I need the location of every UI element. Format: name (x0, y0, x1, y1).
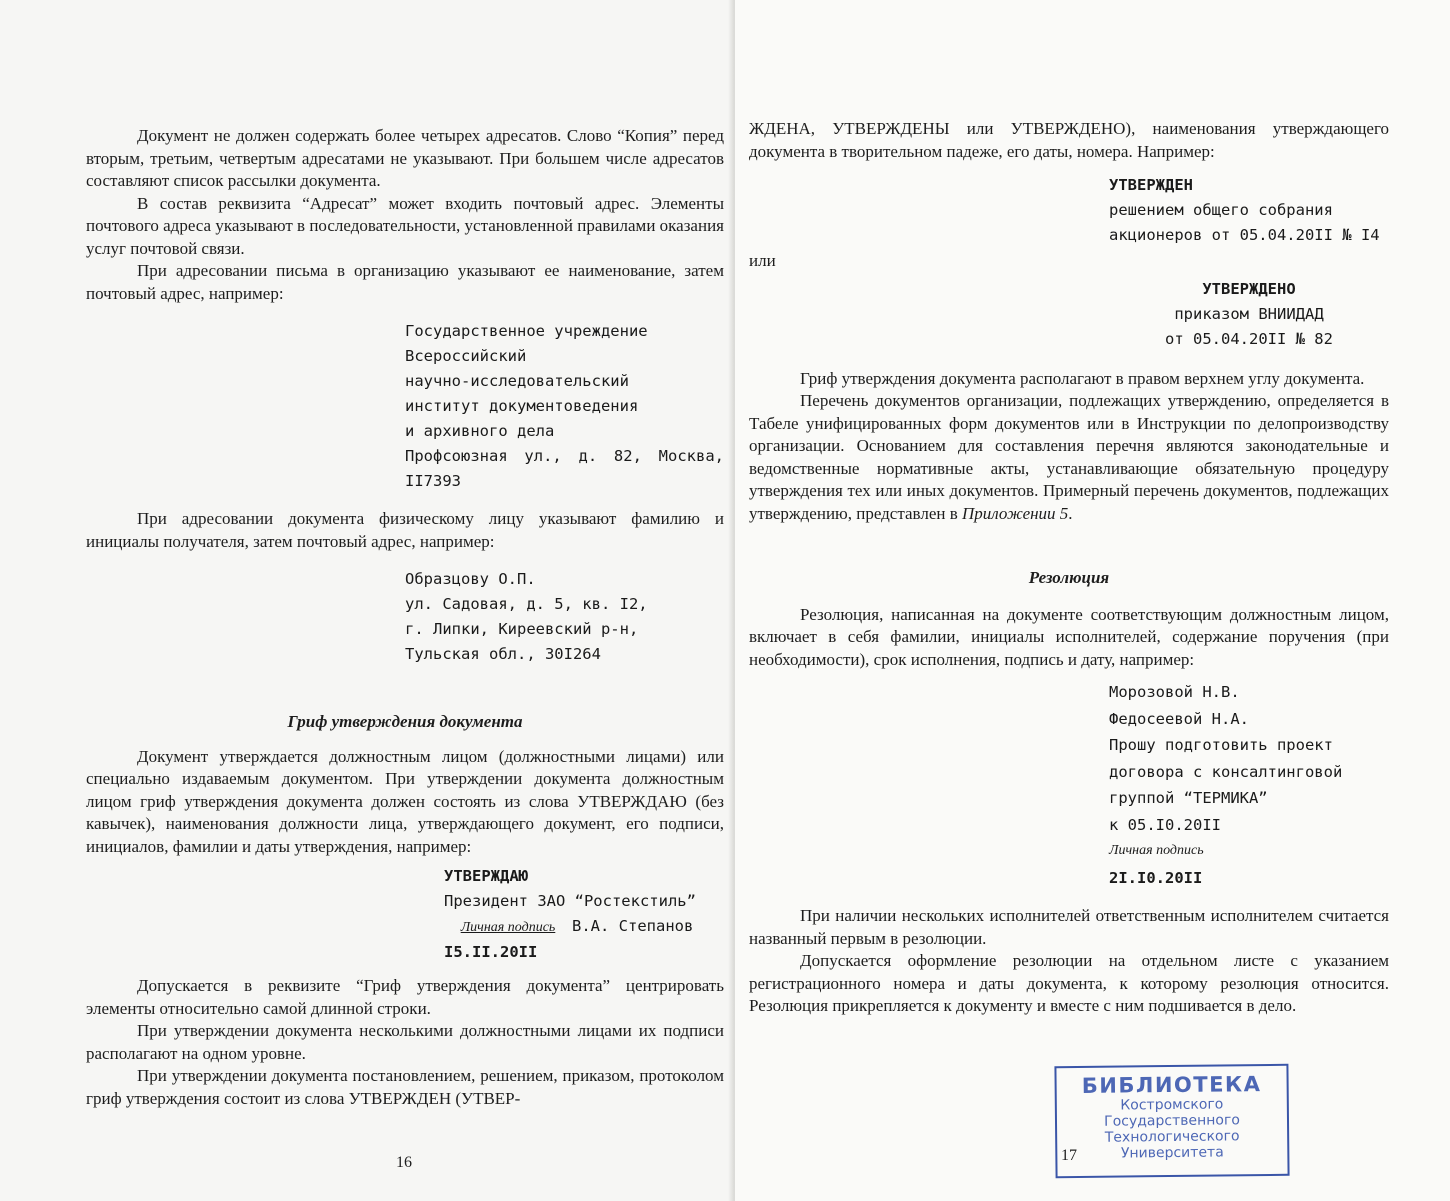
stamp-line: Государственного (1104, 1112, 1240, 1130)
right-column (749, 118, 1389, 1018)
paragraph: ЖДЕНА, УТВЕРЖДЕНЫ или УТВЕРЖДЕНО), наименования утверждающего документа в творительном падеже, его даты, номера. Например: (749, 119, 1389, 161)
address-line: II7393 (405, 472, 461, 490)
person-address-example (405, 567, 724, 667)
paragraph: Резолюция, написанная на документе соответствующим должностным лицом, включает в себя фамилии, инициалы исполнителей, содержание поручения (при необходимости), срок исполнения, подпись и дату, например: (749, 604, 1389, 669)
page-number: 16 (396, 1154, 412, 1171)
address-line: Профсоюзная ул., д. 82, Москва, (405, 447, 724, 465)
library-stamp (1054, 1064, 1289, 1178)
paragraph: При наличии нескольких исполнителей ответственным исполнителем считается названный первым в резолюции. (749, 906, 1389, 948)
signature-placeholder: Личная подпись (1109, 843, 1204, 858)
stamp-line: Костромского (1120, 1096, 1224, 1114)
paragraph: Допускается оформление резолюции на отдельном листе с указанием регистрационного номера и даты документа, к которому резолюция относится. Резолюция прикрепляется к документу и вместе с ним подшивается в дело. (749, 951, 1389, 1015)
resolution-line: договора с консалтинговой (1109, 762, 1343, 781)
paragraph: Гриф утверждения документа располагают в правом верхнем углу документа. (800, 368, 1365, 388)
approval-example-decision (1109, 173, 1389, 248)
grif-title: УТВЕРЖДАЮ (444, 867, 528, 885)
address-line: институт документоведения (405, 397, 639, 415)
address-line: ул. Садовая, д. 5, кв. I2, (405, 595, 648, 613)
address-line: Образцову О.П. (405, 570, 536, 588)
resolution-date: 2I.I0.20II (1109, 868, 1203, 887)
paragraph: Документ не должен содержать более четырех адресатов. Слово “Копия” перед вторым, третьим, четвертым адресатами не указывают. При большем числе адресатов составляют список рассылки документа. (86, 126, 724, 190)
resolution-line: Федосеевой Н.А. (1109, 709, 1249, 728)
example-line: приказом ВНИИДАД (1174, 304, 1324, 323)
approval-example-order (1149, 277, 1349, 352)
resolution-line: к 05.I0.20II (1109, 815, 1221, 834)
example-line: УТВЕРЖДЕН (1109, 176, 1193, 194)
paragraph: При утверждении документа несколькими должностными лицами их подписи располагают на одном уровне. (86, 1021, 724, 1063)
resolution-line: Морозовой Н.В. (1109, 683, 1240, 701)
paragraph (749, 390, 1389, 525)
left-column (86, 125, 724, 1110)
paragraph: При адресовании документа физическому лицу указывают фамилию и инициалы получателя, затем почтовый адрес, например: (86, 509, 724, 551)
example-line: УТВЕРЖДЕНО (1202, 279, 1296, 298)
stamp-line: Университета (1120, 1144, 1224, 1162)
resolution-line: группой “ТЕРМИКА” (1109, 789, 1268, 807)
paragraph: В состав реквизита “Адресат” может входить почтовый адрес. Элементы почтового адреса указывают в последовательности, установленной правилами оказания услуг почтовой связи. (86, 193, 724, 258)
approval-stamp-example (444, 864, 724, 965)
paragraph-text: Перечень документов организации, подлежащих утверждению, определяется в Табеле унифицированных форм документов или в Инструкции по делопроизводству организации. Основанием для составления перечня являются законодательные и ведомственные нормативные акты, устанавливающие обязательную процедуру утверждения тех или иных документов. Примерный перечень документов, подлежащих утверждению, представлен в (749, 391, 1389, 523)
stamp-title: БИБЛИОТЕКА (1081, 1072, 1262, 1098)
section-heading: Гриф утверждения документа (287, 712, 523, 731)
stamp-line: Технологического (1104, 1128, 1240, 1146)
paragraph: Допускается в реквизите “Гриф утверждения документа” центрировать элементы относительно самой длинной строки. (86, 976, 724, 1018)
address-line: и архивного дела (405, 422, 555, 440)
grif-position: Президент ЗАО “Ростекстиль” (444, 892, 696, 910)
or-word: или (749, 251, 776, 270)
address-line: г. Липки, Киреевский р-н, (405, 620, 639, 638)
paragraph-text: . (1068, 503, 1073, 523)
address-line: Всероссийский (405, 347, 527, 365)
paragraph: При адресовании письма в организацию указывают ее наименование, затем почтовый адрес, например: (86, 261, 724, 303)
resolution-example (1109, 679, 1389, 891)
section-heading: Резолюция (1028, 568, 1110, 587)
page-number: 17 (1061, 1147, 1077, 1164)
right-page (735, 0, 1450, 1201)
paragraph: Документ утверждается должностным лицом (должностными лицами) или специально издаваемым документом. При утверждении документа должностным лицом гриф утверждения документа должен состоять из слова УТВЕРЖДАЮ (без кавычек), наименования должности лица, утверждающего документ, его подписи, инициалов, фамилии и даты утверждения, например: (86, 746, 724, 856)
org-address-example (405, 319, 724, 494)
address-line: научно-исследовательский (405, 372, 629, 390)
example-line: от 05.04.20II № 82 (1165, 329, 1333, 348)
example-line: акционеров от 05.04.20II № I4 (1109, 226, 1380, 244)
grif-date: I5.II.20II (444, 943, 538, 961)
address-line: Тульская обл., 30I264 (405, 645, 601, 663)
appendix-reference: Приложении 5 (962, 503, 1069, 523)
resolution-line: Прошу подготовить проект (1109, 736, 1333, 754)
example-line: решением общего собрания (1109, 201, 1333, 219)
grif-signature-line (444, 914, 724, 940)
grif-name: В.А. Степанов (572, 917, 694, 935)
signature-placeholder: Личная подпись (460, 920, 556, 935)
address-line: Государственное учреждение (405, 322, 648, 340)
paragraph: При утверждении документа постановлением, решением, приказом, протоколом гриф утверждения состоит из слова УТВЕРЖДЕН (УТВЕР- (86, 1066, 724, 1108)
